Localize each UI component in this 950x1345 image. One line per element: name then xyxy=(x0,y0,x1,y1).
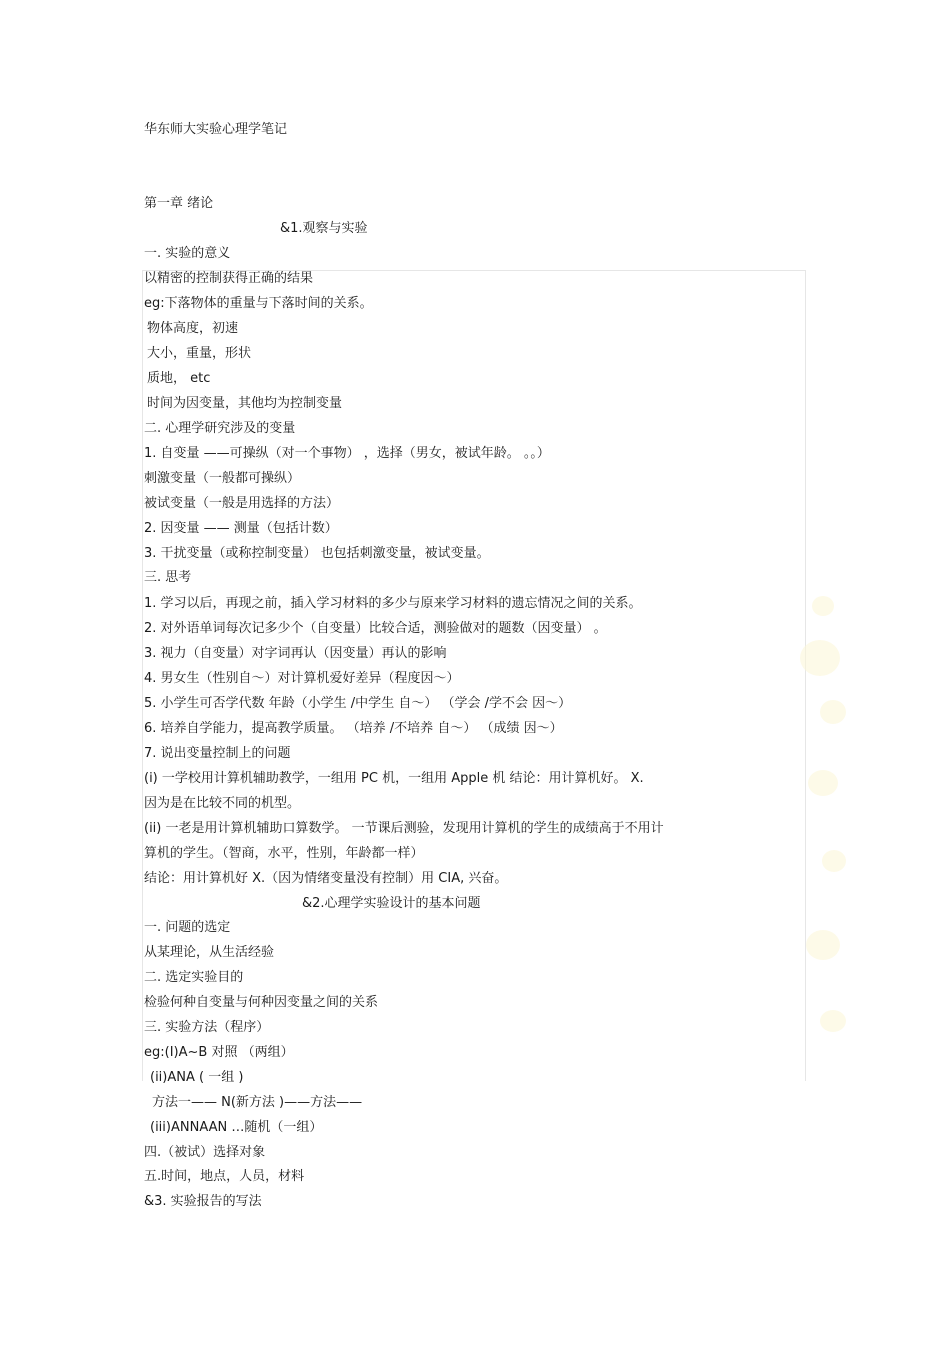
background-watermark-dot xyxy=(800,640,840,676)
text-line: 结论：用计算机好 X.（因为情绪变量没有控制）用 CIA, 兴奋。 xyxy=(144,871,508,886)
text-line: (ii)ANA ( 一组 ) xyxy=(150,1070,244,1085)
background-watermark-dot xyxy=(820,1010,846,1032)
text-line: 3. 视力（自变量）对字词再认（因变量）再认的影响 xyxy=(144,646,447,661)
text-line: 7. 说出变量控制上的问题 xyxy=(144,746,291,761)
text-line: 5. 小学生可否学代数 年龄（小学生 /中学生 自～） （学会 /学不会 因～） xyxy=(144,696,572,711)
background-watermark-dot xyxy=(806,930,840,960)
subsection-heading: 一. 问题的选定 xyxy=(144,920,231,935)
text-line: 检验何种自变量与何种因变量之间的关系 xyxy=(144,995,379,1010)
text-line: 1. 自变量 ——可操纵（对一个事物） ，选择（男女，被试年龄。 。。） xyxy=(144,446,550,461)
text-line: 刺激变量（一般都可操纵） xyxy=(144,471,301,486)
chapter-heading: 第一章 绪论 xyxy=(144,196,214,211)
text-line: (iii)ANNAAN …随机（一组） xyxy=(150,1120,323,1135)
text-line: 方法一—— N(新方法 )——方法—— xyxy=(152,1095,363,1110)
text-line: 3. 干扰变量（或称控制变量） 也包括刺激变量，被试变量。 xyxy=(144,546,490,561)
text-line: 大小，重量，形状 xyxy=(147,346,252,361)
background-watermark-dot xyxy=(808,770,838,796)
document-title: 华东师大实验心理学笔记 xyxy=(144,122,288,137)
background-watermark-dot xyxy=(822,850,846,872)
text-line: 4. 男女生（性别自～）对计算机爱好差异（程度因～） xyxy=(144,671,460,686)
background-watermark-dot xyxy=(812,596,834,616)
text-line: (i) 一学校用计算机辅助教学，一组用 PC 机，一组用 Apple 机 结论：用计算机好。 X. xyxy=(144,771,644,786)
section-heading: &1.观察与实验 xyxy=(280,221,368,236)
text-line: 物体高度，初速 xyxy=(147,321,239,336)
subsection-heading: 三. 思考 xyxy=(144,570,192,585)
text-line: 因为是在比较不同的机型。 xyxy=(144,796,301,811)
subsection-heading: 一. 实验的意义 xyxy=(144,246,231,261)
text-line: 6. 培养自学能力，提高教学质量。 （培养 /不培养 自～） （成绩 因～） xyxy=(144,721,563,736)
text-line: 2. 对外语单词每次记多少个（自变量）比较合适，测验做对的题数（因变量） 。 xyxy=(144,621,607,636)
section-heading: &3. 实验报告的写法 xyxy=(144,1194,262,1209)
text-line: eg:下落物体的重量与下落时间的关系。 xyxy=(144,296,373,311)
subsection-heading: 三. 实验方法（程序） xyxy=(144,1020,270,1035)
background-watermark-dot xyxy=(820,700,846,724)
text-line: 算机的学生。（智商，水平，性别，年龄都一样） xyxy=(144,846,424,861)
text-line: 质地， etc xyxy=(147,371,211,386)
subsection-heading: 二. 选定实验目的 xyxy=(144,970,244,985)
text-line: 被试变量（一般是用选择的方法） xyxy=(144,496,340,511)
text-line: 以精密的控制获得正确的结果 xyxy=(144,271,314,286)
text-line: 2. 因变量 —— 测量（包括计数） xyxy=(144,521,338,536)
text-line: (ii) 一老是用计算机辅助口算数学。 一节课后测验，发现用计算机的学生的成绩高于不用计 xyxy=(144,821,664,836)
subsection-heading: 二. 心理学研究涉及的变量 xyxy=(144,421,296,436)
text-line: 1. 学习以后，再现之前，插入学习材料的多少与原来学习材料的遗忘情况之间的关系。 xyxy=(144,596,642,611)
text-line: 时间为因变量，其他均为控制变量 xyxy=(147,396,343,411)
text-line: 四.（被试）选择对象 xyxy=(144,1145,266,1160)
text-line: eg:(I)A~B 对照 （两组） xyxy=(144,1045,294,1060)
section-heading: &2.心理学实验设计的基本问题 xyxy=(302,896,481,911)
text-line: 五.时间，地点，人员，材料 xyxy=(144,1169,305,1184)
text-line: 从某理论，从生活经验 xyxy=(144,945,275,960)
